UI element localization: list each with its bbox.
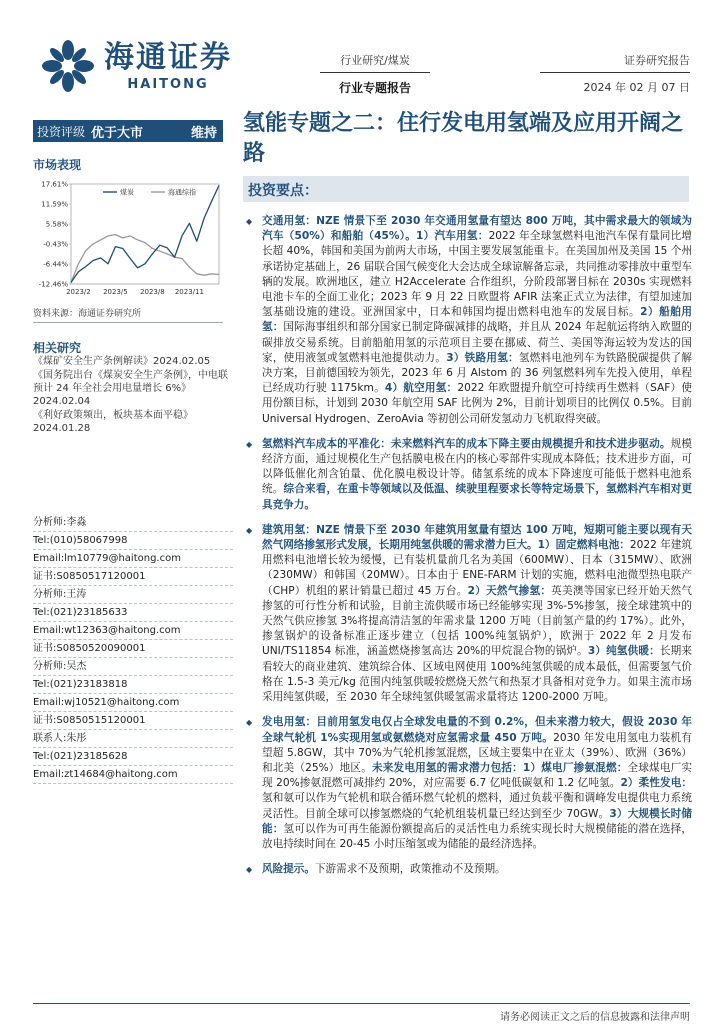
bullet-highlight: 氢燃料汽车成本的平准化：未来燃料汽车的成本下降主要由规模提升和技术进步驱动。 — [262, 437, 671, 450]
report-category: 行业研究/煤炭 — [340, 54, 410, 67]
analyst-line: 联系人:朱彤 — [33, 730, 233, 748]
related-item[interactable]: 《国务院出台《煤炭安全生产条例》，中电联预计 24 年全社会用电量增长 6%》2024.02.04 — [33, 370, 228, 407]
y-tick-label: -6.44% — [43, 260, 68, 269]
analyst-email[interactable]: Email:wt12363@haitong.com — [33, 622, 233, 640]
footer-disclaimer: 请务必阅读正文之后的信息披露和法律声明 — [500, 1012, 690, 1023]
x-tick-label: 2023/11 — [174, 288, 204, 296]
legend-label: 煤炭 — [120, 188, 134, 197]
rating-value: 优于大市 — [91, 125, 144, 141]
bullet-transport-hydrogen — [246, 214, 692, 427]
report-kind: 证券研究报告 — [624, 54, 690, 67]
analyst-email[interactable]: Email:lm10779@haitong.com — [33, 550, 233, 568]
related-item[interactable]: 《利好政策频出，板块基本面平稳》2024.01.28 — [33, 410, 193, 434]
bullet-highlight: 3）纯氢供暖： — [587, 645, 660, 658]
report-type: 行业专题报告 — [338, 81, 411, 95]
bullet-text: 2022 年全球氢燃料电池汽车保有量同比增长超 40%，韩国和美国为前两大市场，中国主要发展氢能重卡。在美国加州及美国 15 个州承诺协定基础上，26 届联合国气候变化大会达成全球谅解备忘录，共同推动零排放中重型车辆的发展。欧洲地区，建立 H2Accelerate 合作组织，分阶段部署目标在 2030s 实现燃料电池卡车的全面工业化；2023 年 9 月 22 日欧盟将 AFIR 法案正式立为法律，有望加速加氢基础设施的建设。亚洲国家中，日本和韩国均提出燃料电池车的发展目标。 — [262, 230, 693, 319]
bullet-text: 长期来看较大的商业建筑、建筑综合体、区域电网使用 100%纯氢供暖的成本最低，但需要氢气价格在 1.5-3 美元/kg 范围内纯氢供暖较燃烧天然气和热泵才具备相对竞争力。如果主流市场采用纯氢供暖，至 2030 年全球纯氢供暖氢需求量将达 1200-2000 万吨。 — [262, 645, 692, 704]
header-date-block — [540, 52, 690, 95]
bullet-highlight: 3）大规模长时储能： — [262, 807, 693, 835]
related-research-list — [33, 355, 233, 436]
report-date: 2024 年 02 月 07 日 — [583, 81, 690, 94]
bullet-text: 氢和氨可以作为气轮机和联合循环燃气轮机的燃料，通过负载平衡和调峰发电提供电力系统灵活性。目前全球可以掺氢燃烧的气轮机组装机量已经达到至少 70GW。 — [262, 792, 692, 820]
bullet-text: 英美澳等国家已经开始天然气掺氢的可行性分析和试验，目前主流供暖市场已经能够实现 3%-5%掺氢，接全球建筑中的天然气供应掺氢 3%将提高清洁氢的年需求量 1200 万吨（目前氢产量的约 17%）。此外，掺氢锅炉的设备标准正逐步建立（包括 100%纯氢锅炉），欧洲于 2022 年 2 月发布 UNI/TS11854 标准，涵盖燃烧掺氢高达 20%的甲烷混合物的锅炉。 — [262, 584, 693, 658]
x-tick-label: 2023/2 — [66, 288, 91, 296]
logo-name-cn: 海通证券 — [104, 39, 232, 75]
analyst-line: Tel:(010)58067998 — [33, 532, 233, 550]
analyst-line: 证书:S0850517120001 — [33, 568, 233, 586]
bullet-highlight: 未来发电用氢的需求潜力包括：1）煤电厂掺氨混燃： — [371, 761, 628, 774]
bullet-highlight: 3）铁路用氢： — [446, 351, 519, 364]
related-item[interactable]: 《煤矿安全生产条例解读》2024.02.05 — [33, 356, 211, 367]
y-tick-label: 11.59% — [41, 200, 68, 209]
bullet-text: 全球煤电厂实现 20%掺氨混燃可减排约 20%，对应需要 6.7 亿吨低碳氨和 1.2 亿吨氢。 — [262, 761, 692, 790]
bullet-highlight: 2）天然气掺氢： — [467, 584, 552, 597]
market-performance-title: 市场表现 — [33, 158, 82, 172]
y-tick-label: 5.58% — [45, 220, 68, 229]
analyst-line: Tel:(021)23183818 — [33, 676, 233, 694]
footer-divider — [33, 1003, 690, 1004]
market-performance-chart — [33, 180, 223, 302]
bullet-vehicle-cost — [246, 437, 692, 513]
bullet-building-hydrogen — [246, 523, 692, 705]
x-tick-label: 2023/8 — [140, 288, 165, 296]
related-research-title: 相关研究 — [33, 341, 82, 355]
bullet-highlight: 风险提示。 — [262, 863, 315, 876]
analyst-line: 分析师:李淼 — [33, 514, 233, 532]
analyst-line: 分析师:吴杰 — [33, 658, 233, 676]
rating-bar — [33, 120, 223, 142]
bullet-highlight: 建筑用氢：NZE 情景下至 2030 年建筑用氢量有望达 100 万吨，短期可能主要以现有天然气网络掺氢形式发展，长期用纯氢供暖的需求潜力巨大。1）固定燃料电池： — [262, 523, 692, 552]
bullet-text: 氢可以作为可再生能源份额提高后的灵活性电力系统实现长时大规模储能的潜在选择，放电持续时间在 20-45 小时压缩氢或为储能的最经济选择。 — [262, 822, 693, 850]
analyst-email[interactable]: Email:zt14684@haitong.com — [33, 766, 233, 784]
bullet-highlight: 4）航空用氢： — [384, 382, 458, 395]
analyst-line: Tel:(021)23185633 — [33, 604, 233, 622]
bullet-highlight: 综合来看，在重卡等领域以及低温、续驶里程要求长等特定场景下，氢燃料汽车相对更具竞争力。 — [262, 483, 693, 511]
series-line-煤炭 — [71, 185, 219, 282]
key-points-body — [246, 214, 692, 877]
legend-label: 海通综指 — [168, 188, 196, 197]
logo-icon — [40, 38, 96, 94]
chart-source: 资料来源：海通证券研究所 — [33, 309, 142, 319]
analyst-line: 分析师:王涛 — [33, 586, 233, 604]
divider-line — [33, 322, 223, 323]
company-logo — [40, 38, 232, 94]
bullet-power-hydrogen — [246, 715, 692, 852]
bullet-risk-warning — [246, 862, 692, 877]
rating-label: 投资评级 — [37, 124, 86, 139]
bullet-highlight: 2）船舶用氢： — [262, 306, 692, 334]
bullet-text: 2022 年欧盟提升航空可持续再生燃料（SAF）使用份额目标，计划到 2030 年航空用 SAF 比例为 2%，目前计划项目的比例仅 0.5%。目前 Universal Hydrogen、ZeroAvia 等初创公司研发氢动力飞机取得突破。 — [262, 382, 692, 425]
bullet-text: 氢燃料电池列车为铁路脱碳提供了解决方案，目前德国较为领先，2023 年 6 月 Alstom 的 36 列氢燃料列车先投入使用，单程已经成功行驶 1175km。 — [262, 351, 693, 395]
y-tick-label: 17.61% — [41, 180, 68, 189]
analyst-line: 证书:S0850515120001 — [33, 712, 233, 730]
analyst-contacts — [33, 514, 233, 784]
bullet-text: 2022 年建筑用燃料电池增长较为缓慢，已有装机量前几名为美国（600MW）、日本（315MW）、欧洲（230MW）和韩国（20MW）。日本由于 ENE-FARM 计划的实施，燃料电池微型热电联产（CHP）机组的累计销量已超过 45 万台。 — [262, 539, 692, 597]
report-title: 氢能专题之二：住行发电用氢端及应用开阔之路 — [243, 110, 684, 166]
key-points-title: 投资要点： — [248, 183, 318, 199]
rating-change: 维持 — [190, 125, 217, 141]
bullet-highlight: 交通用氢：NZE 情景下至 2030 年交通用氢量有望达 800 万吨，其中需求最大的领域为汽车（50%）和船舶（45%）。1）汽车用氢： — [262, 215, 692, 243]
analyst-line: 证书:S0850520090001 — [33, 640, 233, 658]
bullet-text: 国际海事组织和部分国家已制定降碳减排的战略，并且从 2024 年起航运将纳入欧盟的碳排放交易系统。目前船舶用氢的示范项目主要在挪威、荷兰、美国等海运较为发达的国家，使用液氢或氢燃料电池提供动力。 — [262, 321, 692, 364]
key-points-header — [243, 176, 689, 202]
header-category-block — [320, 52, 430, 96]
bullet-highlight: 2）柔性发电： — [620, 777, 692, 790]
x-tick-label: 2023/5 — [103, 288, 128, 296]
y-tick-label: -12.46% — [38, 280, 68, 289]
analyst-email[interactable]: Email:wj10521@haitong.com — [33, 694, 233, 712]
bullet-text: 2030 年发电用氢电力装机有望超 5.8GW，其中 70%为气轮机掺氢混燃，区域主要集中在亚太（39%）、欧洲（36%）和北美（25%）地区。 — [262, 731, 692, 774]
analyst-line: Tel:(021)23185628 — [33, 748, 233, 766]
bullet-highlight: 发电用氢：目前用氢发电仅占全球发电量的不到 0.2%，但未来潜力较大，假设 2030 年全球气轮机 1%实现用氢或氨燃烧对应氢需求量 450 万吨。 — [262, 716, 692, 744]
logo-name-en: HAITONG — [127, 76, 209, 92]
y-tick-label: -0.43% — [43, 240, 68, 249]
bullet-text: 下游需求不及预期，政策推动不及预期。 — [314, 863, 506, 876]
header-divider — [320, 72, 430, 73]
header-divider-right — [540, 72, 690, 73]
bullet-text: 规模经济方面，通过规模化生产包括膜电极在内的核心零部件实现成本降低；技术进步方面，可以降低催化剂含铂量、优化膜电极设计等。储氢系统的成本下降速度可能低于燃料电池系统。 — [262, 437, 693, 496]
plot-frame — [71, 184, 219, 284]
